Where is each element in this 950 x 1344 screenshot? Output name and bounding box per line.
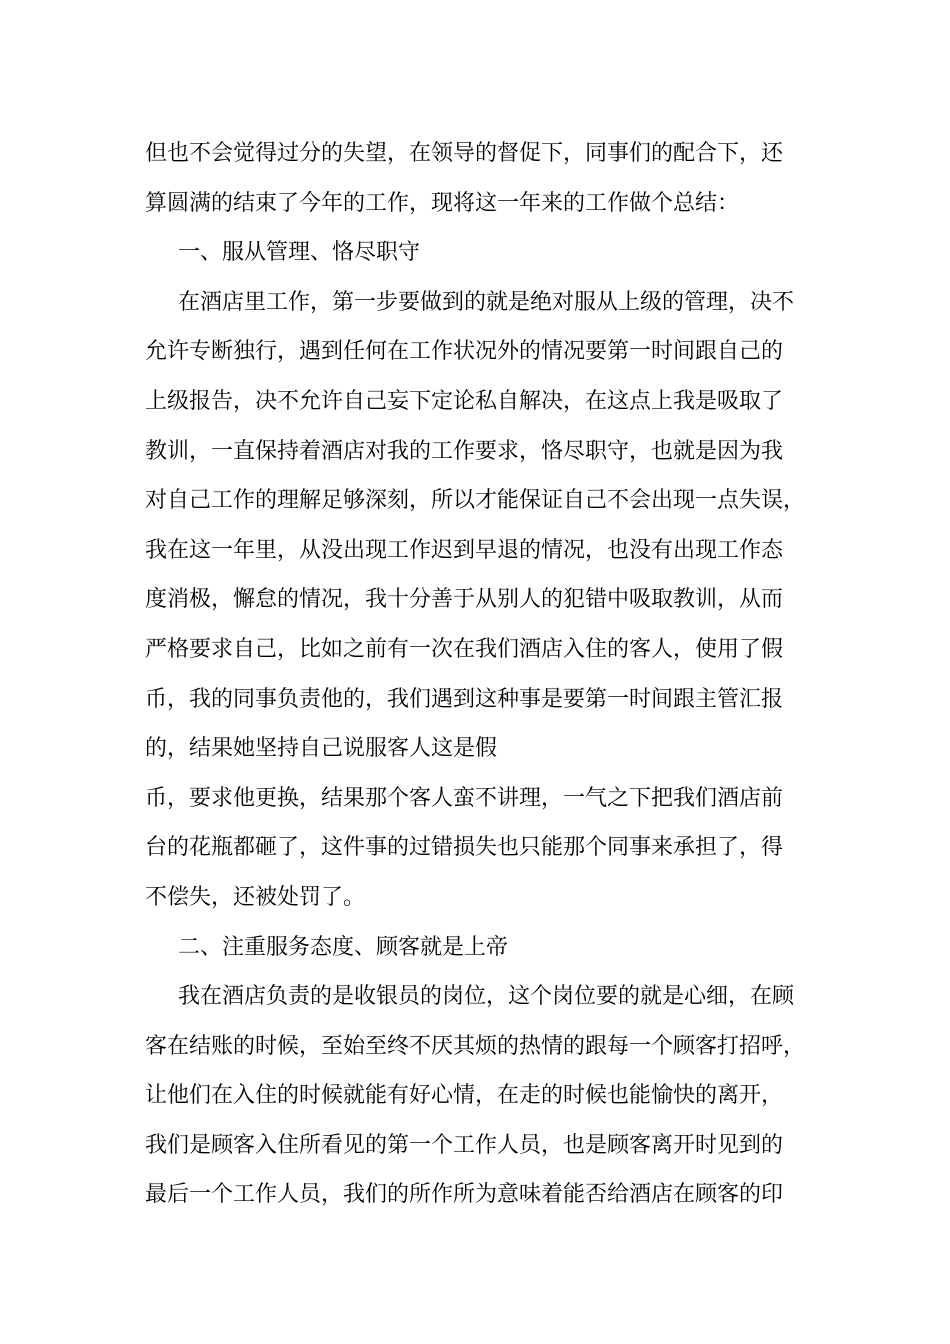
text-line: 允许专断独行，遇到任何在工作状况外的情况要第一时间跟自己的	[145, 339, 784, 365]
text-line: 客在结账的时候，至始至终不厌其烦的热情的跟每一个顾客打招呼，	[145, 1033, 806, 1059]
text-line: 在酒店里工作，第一步要做到的就是绝对服从上级的管理，决不	[178, 289, 795, 315]
section-heading: 二、注重服务态度、顾客就是上帝	[178, 934, 509, 960]
text-line: 不偿失，还被处罚了。	[145, 884, 366, 910]
text-line: 对自己工作的理解足够深刻，所以才能保证自己不会出现一点失误，	[145, 488, 806, 514]
document-body	[145, 129, 815, 1220]
text-line: 上级报告，决不允许自己妄下定论私自解决，在这点上我是吸取了	[145, 388, 784, 414]
text-line: 币，我的同事负责他的，我们遇到这种事是要第一时间跟主管汇报	[145, 686, 784, 712]
text-line: 我在酒店负责的是收银员的岗位，这个岗位要的就是心细，在顾	[178, 984, 795, 1010]
text-line: 教训，一直保持着酒店对我的工作要求，恪尽职守，也就是因为我	[145, 438, 784, 464]
text-line: 但也不会觉得过分的失望，在领导的督促下，同事们的配合下，还	[145, 141, 784, 166]
text-line: 最后一个工作人员，我们的所作所为意味着能否给酒店在顾客的印	[145, 1182, 784, 1208]
text-line: 严格要求自己，比如之前有一次在我们酒店入住的客人，使用了假	[145, 636, 784, 662]
section-heading: 一、服从管理、恪尽职守	[178, 240, 421, 266]
text-line: 的，结果她坚持自己说服客人这是假	[145, 736, 498, 762]
text-line: 度消极，懈怠的情况，我十分善于从别人的犯错中吸取教训，从而	[145, 587, 784, 613]
text-line: 算圆满的结束了今年的工作，现将这一年来的工作做个总结：	[145, 190, 740, 216]
text-line: 让他们在入住的时候就能有好心情，在走的时候也能愉快的离开，	[145, 1083, 784, 1109]
text-line: 台的花瓶都砸了，这件事的过错损失也只能那个同事来承担了，得	[145, 835, 784, 861]
text-line: 我们是顾客入住所看见的第一个工作人员，也是顾客离开时见到的	[145, 1132, 784, 1158]
text-line: 币，要求他更换，结果那个客人蛮不讲理，一气之下把我们酒店前	[145, 785, 784, 811]
text-line: 我在这一年里，从没出现工作迟到早退的情况，也没有出现工作态	[145, 537, 784, 563]
